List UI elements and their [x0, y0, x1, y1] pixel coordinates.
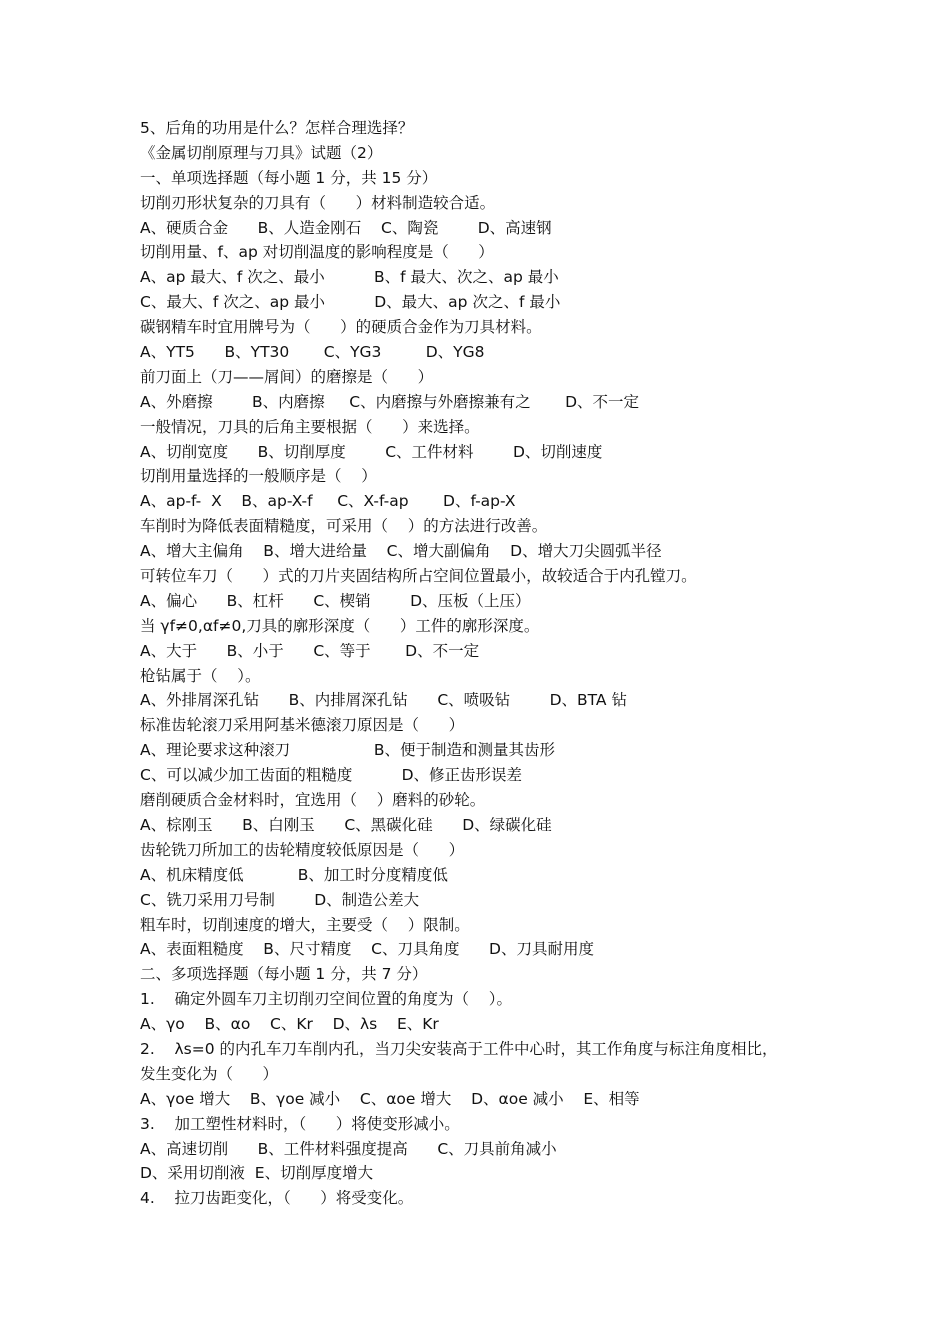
single-q9-options: A、大于 B、小于 C、等于 D、不一定: [140, 641, 480, 660]
document-body: [140, 116, 820, 1211]
multi-q2-stem-cont: 发生变化为（ ）: [140, 1064, 279, 1083]
single-q2-stem: 切削用量、f、ap 对切削温度的影响程度是（ ）: [140, 243, 494, 262]
single-q2-options-cd: C、最大、f 次之、ap 最小 D、最大、ap 次之、f 最小: [140, 293, 561, 312]
multi-q3-options-de: D、采用切削液 E、切削厚度增大: [140, 1164, 374, 1183]
single-q14-options: A、表面粗糙度 B、尺寸精度 C、刀具角度 D、刀具耐用度: [140, 940, 594, 959]
single-q11-options-ab: A、理论要求这种滚刀 B、便于制造和测量其齿形: [140, 741, 555, 760]
multi-q1-options: A、γo B、αo C、Kr D、λs E、Kr: [140, 1015, 439, 1034]
section-multi-choice-heading: 二、多项选择题（每小题 1 分，共 7 分）: [140, 965, 428, 984]
single-q7-stem: 车削时为降低表面精糙度，可采用（ ）的方法进行改善。: [140, 517, 548, 536]
single-q4-options: A、外磨擦 B、内磨擦 C、内磨擦与外磨擦兼有之 D、不一定: [140, 392, 640, 411]
multi-q2-options: A、γoe 增大 B、γoe 减小 C、αoe 增大 D、αoe 减小 E、相等: [140, 1089, 640, 1108]
single-q2-options-ab: A、ap 最大、f 次之、最小 B、f 最大、次之、ap 最小: [140, 268, 559, 287]
multi-q4-stem: 4. 拉刀齿距变化，（ ）将受变化。: [140, 1189, 414, 1208]
single-q8-options: A、偏心 B、杠杆 C、楔销 D、压板（上压）: [140, 591, 531, 610]
single-q14-stem: 粗车时，切削速度的增大，主要受（ ）限制。: [140, 915, 470, 934]
multi-q3-stem: 3. 加工塑性材料时，（ ）将使变形减小。: [140, 1114, 460, 1133]
single-q11-stem: 标准齿轮滚刀采用阿基米德滚刀原因是（ ）: [140, 716, 465, 735]
section-single-choice-heading: 一、单项选择题（每小题 1 分，共 15 分）: [140, 168, 438, 187]
single-q3-stem: 碳钢精车时宜用牌号为（ ）的硬质合金作为刀具材料。: [140, 318, 542, 337]
single-q4-stem: 前刀面上（刀——屑间）的磨擦是（ ）: [140, 367, 434, 386]
single-q1-stem: 切削刃形状复杂的刀具有（ ）材料制造较合适。: [140, 193, 496, 212]
single-q13-stem: 齿轮铣刀所加工的齿轮精度较低原因是（ ）: [140, 840, 465, 859]
multi-q2-stem: 2. λs=0 的内孔车刀车削内孔，当刀尖安装高于工件中心时，其工作角度与标注角度相比，: [140, 1039, 778, 1058]
single-q13-options-cd: C、铣刀采用刀号制 D、制造公差大: [140, 890, 420, 909]
single-q7-options: A、增大主偏角 B、增大进给量 C、增大副偏角 D、增大刀尖圆弧半径: [140, 542, 662, 561]
multi-q3-options-abc: A、高速切削 B、工件材料强度提高 C、刀具前角减小: [140, 1139, 557, 1158]
exam-title: 《金属切削原理与刀具》试题（2）: [140, 143, 383, 162]
question-5-heading: 5、后角的功用是什么？怎样合理选择？: [140, 119, 414, 137]
single-q6-options: A、ap-f- X B、ap-X-f C、X-f-ap D、f-ap-X: [140, 492, 516, 511]
single-q5-stem: 一般情况，刀具的后角主要根据（ ）来选择。: [140, 417, 480, 436]
single-q12-stem: 磨削硬质合金材料时，宜选用（ ）磨料的砂轮。: [140, 791, 486, 810]
single-q10-options: A、外排屑深孔钻 B、内排屑深孔钻 C、喷吸钻 D、BTA 钻: [140, 691, 627, 710]
single-q5-options: A、切削宽度 B、切削厚度 C、工件材料 D、切削速度: [140, 442, 603, 461]
multi-q1-stem: 1. 确定外圆车刀主切削刃空间位置的角度为（ ）。: [140, 990, 512, 1009]
single-q3-options: A、YT5 B、YT30 C、YG3 D、YG8: [140, 343, 485, 362]
single-q8-stem: 可转位车刀（ ）式的刀片夹固结构所占空间位置最小，故较适合于内孔镗刀。: [140, 567, 697, 586]
single-q10-stem: 枪钻属于（ ）。: [140, 666, 261, 685]
single-q6-stem: 切削用量选择的一般顺序是（ ）: [140, 467, 377, 486]
single-q13-options-ab: A、机床精度低 B、加工时分度精度低: [140, 865, 448, 884]
single-q12-options: A、棕刚玉 B、白刚玉 C、黑碳化硅 D、绿碳化硅: [140, 815, 552, 834]
single-q11-options-cd: C、可以减少加工齿面的粗糙度 D、修正齿形误差: [140, 766, 523, 785]
single-q1-options: A、硬质合金 B、人造金刚石 C、陶瓷 D、高速钢: [140, 218, 552, 237]
single-q9-stem: 当 γf≠0,αf≠0,刀具的廓形深度（ ）工件的廓形深度。: [140, 616, 540, 635]
